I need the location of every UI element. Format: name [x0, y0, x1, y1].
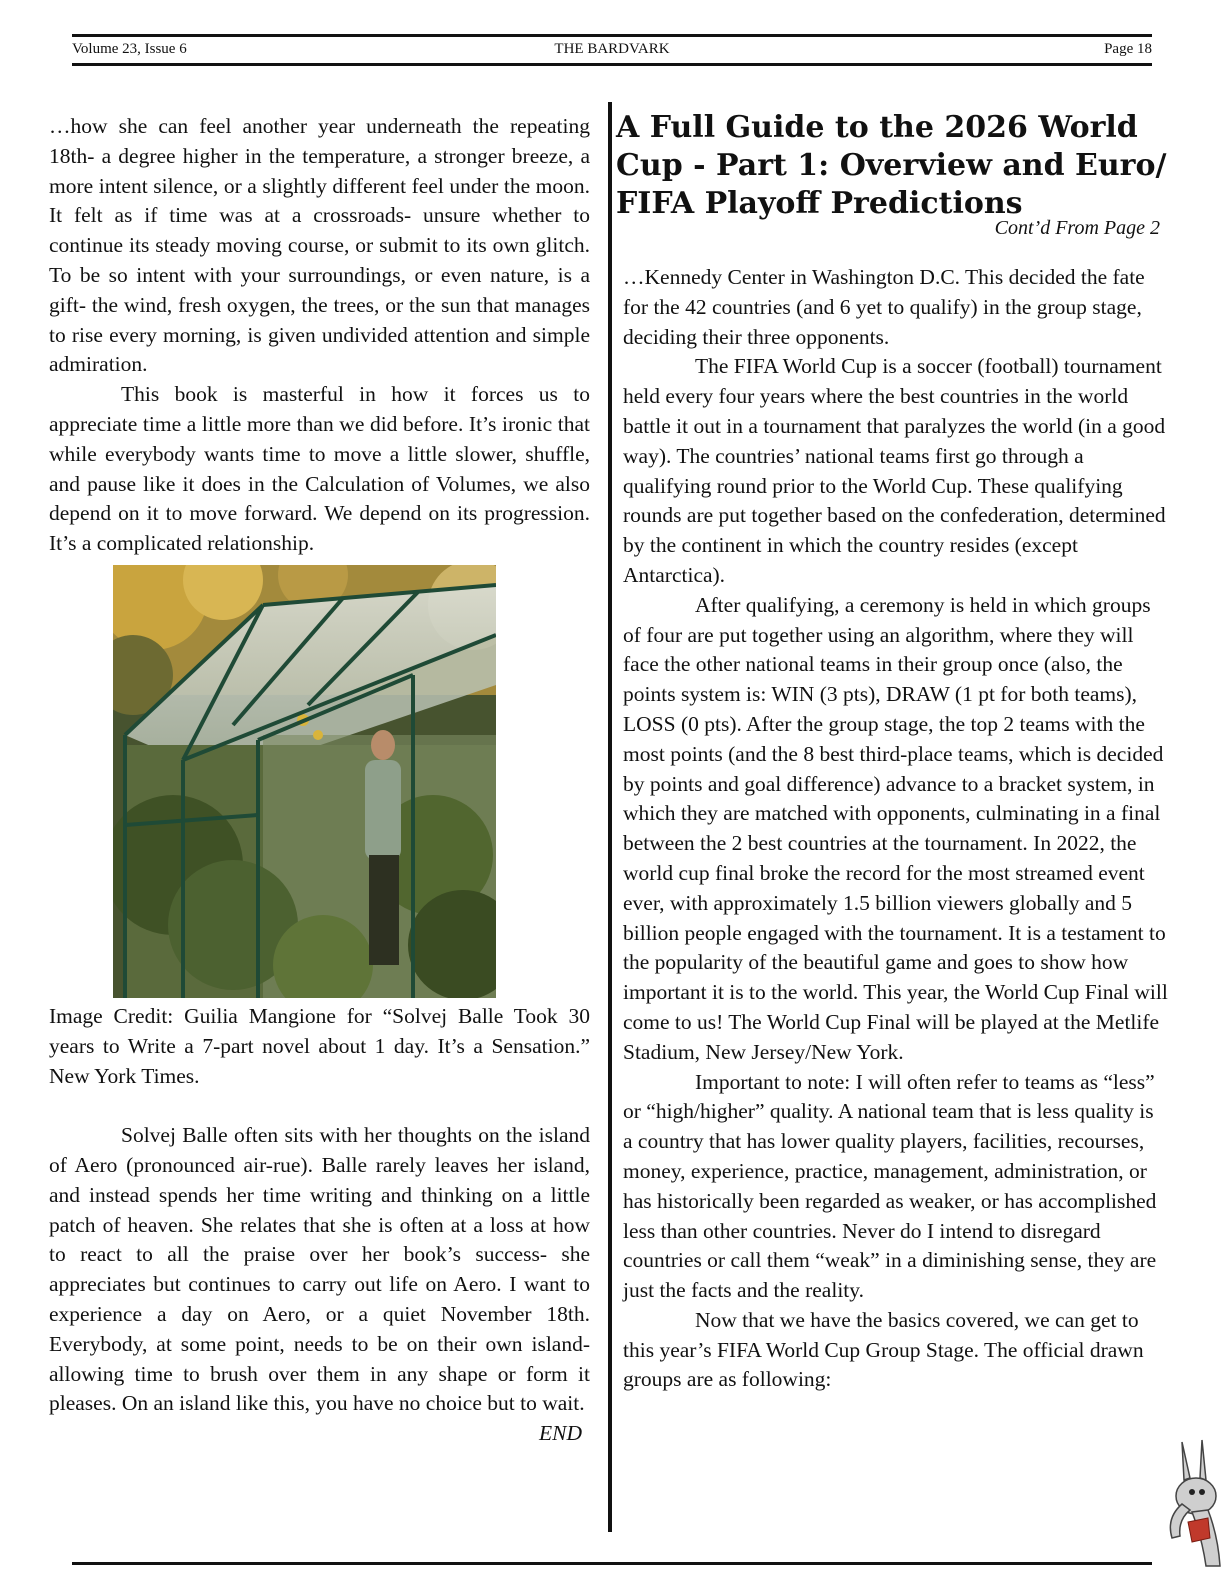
right-column: [623, 263, 1168, 1395]
right-paragraph-1: …Kennedy Center in Washington D.C. This decided the fate for the 42 countries (and 6 yet to qualify) in the group stage, deciding their three opponents.: [623, 265, 1145, 349]
right-paragraph-5: Now that we have the basics covered, we can get to this year’s FIFA World Cup Group Stage. The official drawn groups are as following:: [623, 1307, 1144, 1392]
newsletter-title: THE BARDVARK: [554, 41, 670, 57]
right-paragraph-4: Important to note: I will often refer to teams as “less” or “high/higher” quality. A national team that is less quality is a country that has lower quality players, facilities, recourses, money, experience, practice, management, administration, or has historically been regarded as weaker, or has accomplished less than other countries. Never do I intend to disregard countries or call them “weak” in a diminishing sense, they are just the facts and the reality.: [623, 1069, 1157, 1303]
continued-from-note: Cont’d From Page 2: [994, 217, 1160, 239]
right-paragraph-2: The FIFA World Cup is a soccer (football) tournament held every four years where the best countries in the world battle it out in a tournament that paralyzes the world (in a good way). The countries’ national teams first go through a qualifying round prior to the World Cup. These qualifying rounds are put together based on the confederation, determined by the continent in which the country resides (except Antarctica).: [623, 354, 1166, 587]
column-divider: [608, 102, 612, 1532]
left-paragraph-1: …how she can feel another year underneath the repeating 18th- a degree higher in the temperature, a stronger breeze, a more intent silence, or a slightly different feel under the moon. It felt as if time was at a crossroads- unsure whether to continue its steady moving course, or submit to its own glitch. To be so intent with your surroundings, or even nature, is a gift- the wind, fresh oxygen, the trees, or the sun that manages to rise every morning, is given undivided attention and simple admiration.: [49, 114, 590, 377]
page-number: Page 18: [1104, 41, 1152, 57]
end-mark: END: [539, 1421, 582, 1446]
left-paragraph-3: Solvej Balle often sits with her thoughts on the island of Aero (pronounced air-rue). Balle rarely leaves her island, and instead spends her time writing and thinking on a little patch of heaven. She relates that she is often at a loss at how to react to all the praise over her book’s success- she appreciates but continues to carry out life on Aero. I want to experience a day on Aero, or a quiet November 18th. Everybody, at some point, needs to be on their own island- allowing time to brush over them in any shape or form it pleases. On an island like this, you have no choice but to wait.: [49, 1123, 590, 1416]
header-rule-top: [72, 34, 1152, 37]
article-headline: A Full Guide to the 2026 World Cup - Part 1: Overview and Euro/ FIFA Playoff Predictions: [616, 110, 1167, 221]
left-paragraph-2: This book is masterful in how it forces us to appreciate time a little more than we did before. It’s ironic that while everybody wants time to move a little slower, shuffle, and pause like it does in the Calculation of Volumes, we also depend on it to move forward. We depend on its progression. It’s a complicated relationship.: [49, 382, 590, 556]
volume-issue: Volume 23, Issue 6: [72, 41, 187, 57]
right-paragraph-3: After qualifying, a ceremony is held in which groups of four are put together using an algorithm, where they will face the other national teams in their group once (also, the points system is: WIN (3 pts), DRAW (1 pt for both teams), LOSS (0 pts). After the group stage, the top 2 teams with the most points (and the 8 best third-place teams, which is decided by points and goal difference) advance to a bracket system, in which they are matched with opponents, culminating in a final between the 2 best countries at the tournament. In 2022, the world cup final broke the record for the most streamed event ever, with approximately 1.5 billion viewers globally and 5 billion people engaged with the tournament. It is a testament to the popularity of the beautiful game and goes to show how important it is to the world. This year, the World Cup Final will come to us! The World Cup Final will be played at the Metlife Stadium, New Jersey/New York.: [623, 592, 1168, 1064]
left-column: [49, 112, 590, 1449]
greenhouse-photo: [113, 565, 496, 998]
image-credit-caption: Image Credit: Guilia Mangione for “Solvej Balle Took 30 years to Write a 7-part novel about 1 day. It’s a Sensation.” New York Times.: [49, 1003, 590, 1088]
aardvark-mascot-icon: [1162, 1438, 1224, 1568]
header-rule-bottom: [72, 63, 1152, 66]
footer-rule: [72, 1562, 1152, 1565]
